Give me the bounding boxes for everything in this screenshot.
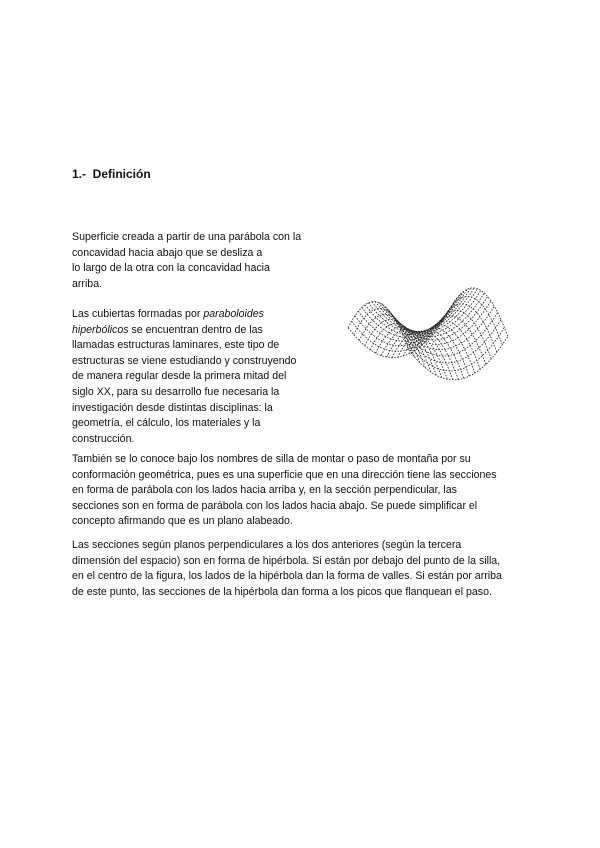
text-line: geometría, el cálculo, los materiales y la — [72, 417, 261, 430]
text-line: dimensión del espacio) son en forma de hipérbola. Si están por debajo del punto de la silla, — [72, 554, 501, 567]
wireframe-line — [431, 310, 492, 358]
text-line: siglo XX, para su desarrollo fue necesaria la — [72, 385, 280, 398]
wireframe-line — [359, 314, 420, 362]
text-line: arriba. — [72, 277, 103, 290]
text-line: de manera regular desde la primera mitad del — [72, 370, 287, 383]
section-heading: 1.- Definición — [72, 167, 151, 181]
text-line: conformación geométrica, pues es una superficie que en una dirección tiene las secciones — [72, 468, 497, 481]
text-run: Las cubiertas formadas por — [72, 308, 204, 320]
wireframe-line — [399, 312, 498, 356]
hyperbolic-paraboloid-wireframe-icon — [316, 240, 536, 418]
silla-paragraph — [72, 452, 530, 530]
italic-term: hiperbólicos — [72, 323, 129, 336]
hyperbolic-paraboloid-figure — [316, 240, 536, 418]
text-line: en forma de parábola con los lados hacia arriba y, en la sección perpendicular, las — [72, 484, 457, 497]
text-line: lo largo de la otra con la concavidad hacia — [72, 262, 270, 275]
secciones-paragraph — [72, 538, 530, 600]
text-line: Superficie creada a partir de una parábola con la — [72, 231, 302, 243]
text-line: También se lo conoce bajo los nombres de silla de montar o paso de montaña por su — [72, 453, 471, 465]
text-line: estructuras se viene estudiando y construyendo — [72, 354, 297, 367]
text-line — [72, 307, 322, 323]
text-line: Las secciones según planos perpendiculares a los dos anteriores (según la tercera — [72, 539, 462, 551]
text-line: concavidad hacia abajo que se desliza a — [72, 246, 263, 259]
italic-term: paraboloides — [203, 308, 264, 320]
text-line: de este punto, las secciones de la hipérbola dan forma a los picos que flanquean el paso. — [72, 585, 492, 598]
text-line: secciones son en forma de parábola con los lados hacia abajo. Se puede simplificar el — [72, 499, 478, 512]
text-line: construcción. — [72, 432, 135, 445]
text-line: en el centro de la figura, los lados de la hipérbola dan la forma de valles. Si están por arriba — [72, 570, 502, 583]
text-line: investigación desde distintas disciplinas: la — [72, 401, 273, 414]
text-run: se encuentran dentro de las — [128, 323, 263, 336]
wireframe-line — [379, 289, 478, 333]
text-line: concepto afirmando que es un plano alabeado. — [72, 515, 293, 528]
intro-paragraph — [72, 230, 322, 292]
text-line — [72, 323, 322, 339]
wireframe-line — [420, 321, 481, 369]
cubiertas-paragraph — [72, 307, 322, 447]
text-line: llamadas estructuras laminares, este tipo de — [72, 339, 280, 352]
